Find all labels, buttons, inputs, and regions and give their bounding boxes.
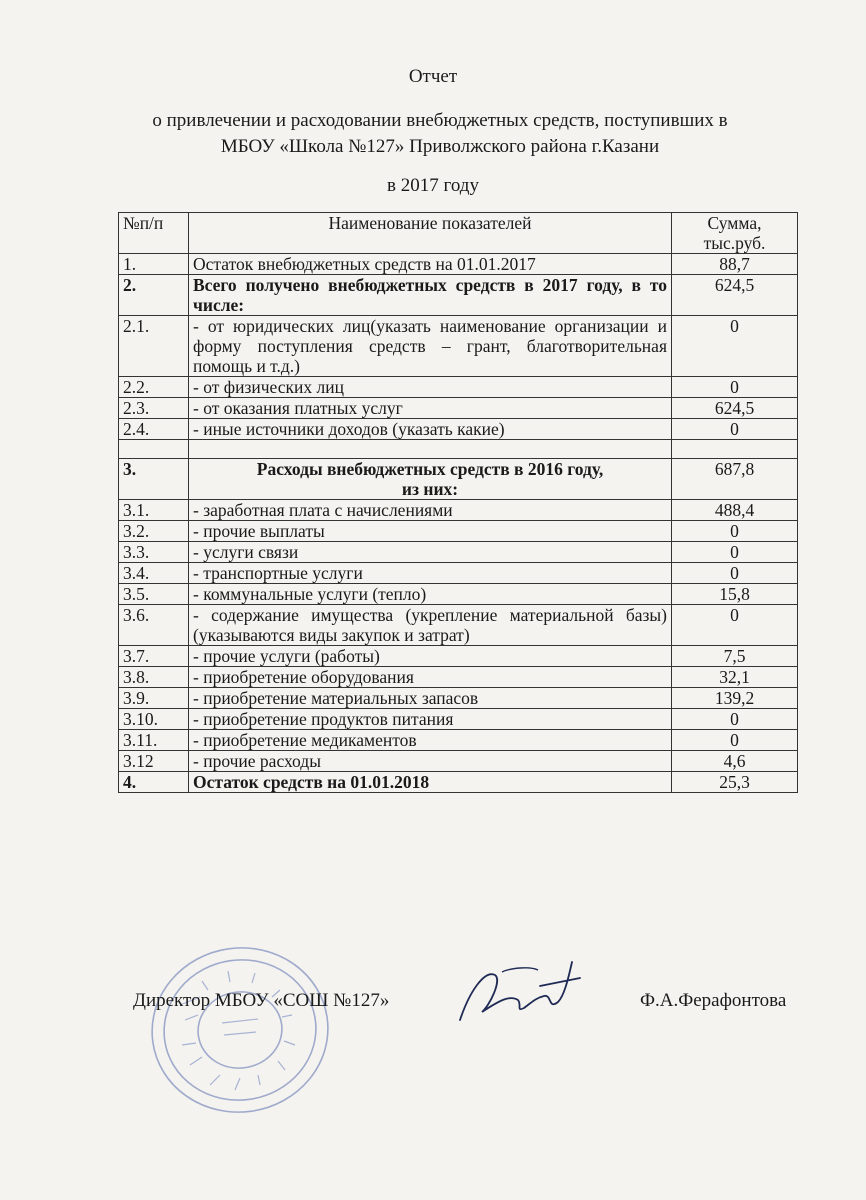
row-code: 3.3. (119, 542, 189, 563)
table-row (119, 398, 798, 419)
row-code: 3. (119, 459, 189, 500)
table-row (119, 646, 798, 667)
row-code: 3.1. (119, 500, 189, 521)
row-sum: 0 (672, 521, 798, 542)
row-code: 2.4. (119, 419, 189, 440)
row-code: 1. (119, 254, 189, 275)
row-sum: 0 (672, 563, 798, 584)
row-sum: 7,5 (672, 646, 798, 667)
row-code: 3.12 (119, 751, 189, 772)
row-sum: 4,6 (672, 751, 798, 772)
row-code: 2.1. (119, 316, 189, 377)
column-header-sum-line1: Сумма, (707, 213, 762, 233)
row-sum: 0 (672, 709, 798, 730)
table-row (119, 254, 798, 275)
table-row (119, 709, 798, 730)
column-header-number: №п/п (119, 213, 189, 254)
table-row (119, 275, 798, 316)
row-sum: 488,4 (672, 500, 798, 521)
column-header-sum (672, 213, 798, 254)
row-sum: 0 (672, 377, 798, 398)
row-sum: 0 (672, 419, 798, 440)
row-name: - приобретение продуктов питания (189, 709, 672, 730)
report-table (118, 212, 798, 793)
row-name: - заработная плата с начислениями (189, 500, 672, 521)
row-name: - содержание имущества (укрепление материальной базы) (указываются виды закупок и затрат) (189, 605, 672, 646)
row-name (189, 459, 672, 500)
table-row (119, 772, 798, 793)
row-name: - прочие услуги (работы) (189, 646, 672, 667)
table-row (119, 605, 798, 646)
row-name: - прочие выплаты (189, 521, 672, 542)
table-row (119, 521, 798, 542)
row-code: 3.6. (119, 605, 189, 646)
row-name: Остаток средств на 01.01.2018 (189, 772, 672, 793)
row-name-line2: из них: (401, 479, 459, 499)
row-name: - от физических лиц (189, 377, 672, 398)
table-row (119, 542, 798, 563)
column-header-name: Наименование показателей (189, 213, 672, 254)
row-sum: 32,1 (672, 667, 798, 688)
row-sum: 687,8 (672, 459, 798, 500)
table-row (119, 377, 798, 398)
row-sum: 0 (672, 316, 798, 377)
table-row (119, 751, 798, 772)
official-stamp (140, 935, 340, 1125)
row-code: 3.11. (119, 730, 189, 751)
table-row (119, 584, 798, 605)
row-sum: 139,2 (672, 688, 798, 709)
row-code: 2. (119, 275, 189, 316)
row-name: - прочие расходы (189, 751, 672, 772)
row-sum: 0 (672, 730, 798, 751)
director-name: Ф.А.Ферафонтова (640, 990, 787, 1011)
row-code: 3.5. (119, 584, 189, 605)
subtitle-line-2: МБОУ «Школа №127» Приволжского района г.Казани (220, 136, 660, 157)
row-sum: 0 (672, 542, 798, 563)
row-sum: 25,3 (672, 772, 798, 793)
row-name-line1: Расходы внебюджетных средств в 2016 году, (256, 459, 604, 479)
table-row-empty (119, 440, 798, 459)
row-name: - транспортные услуги (189, 563, 672, 584)
report-subtitle (110, 108, 770, 160)
row-name: - от оказания платных услуг (189, 398, 672, 419)
table-row (119, 459, 798, 500)
row-code: 3.4. (119, 563, 189, 584)
row-code: 3.8. (119, 667, 189, 688)
row-name: - приобретение медикаментов (189, 730, 672, 751)
row-name: - коммунальные услуги (тепло) (189, 584, 672, 605)
row-name: - иные источники доходов (указать какие) (189, 419, 672, 440)
report-title: Отчет (408, 66, 458, 87)
row-code: 2.2. (119, 377, 189, 398)
table-row (119, 667, 798, 688)
table-row (119, 688, 798, 709)
column-header-sum-line2: тыс.руб. (703, 233, 766, 253)
row-name: - приобретение оборудования (189, 667, 672, 688)
signature-block (0, 990, 866, 1030)
row-name: - от юридических лиц(указать наименование организации и форму поступления средств – грант, благотворительная помощь и т.д.) (189, 316, 672, 377)
row-name: Всего получено внебюджетных средств в 2017 году, в то числе: (189, 275, 672, 316)
row-code: 2.3. (119, 398, 189, 419)
row-sum: 88,7 (672, 254, 798, 275)
row-sum: 15,8 (672, 584, 798, 605)
row-sum: 0 (672, 605, 798, 646)
table-row (119, 316, 798, 377)
table-row (119, 419, 798, 440)
row-code: 3.10. (119, 709, 189, 730)
subtitle-line-1: о привлечении и расходовании внебюджетных средств, поступивших в (152, 110, 728, 131)
row-sum: 624,5 (672, 275, 798, 316)
row-name: Остаток внебюджетных средств на 01.01.2017 (189, 254, 672, 275)
table-row (119, 500, 798, 521)
row-name: - приобретение материальных запасов (189, 688, 672, 709)
row-name: - услуги связи (189, 542, 672, 563)
row-code: 4. (119, 772, 189, 793)
row-code: 3.7. (119, 646, 189, 667)
row-code: 3.9. (119, 688, 189, 709)
table-row (119, 730, 798, 751)
report-year: в 2017 году (387, 175, 479, 196)
row-code: 3.2. (119, 521, 189, 542)
director-label: Директор МБОУ «СОШ №127» (133, 990, 390, 1011)
table-row (119, 563, 798, 584)
row-sum: 624,5 (672, 398, 798, 419)
table-header-row (119, 213, 798, 254)
